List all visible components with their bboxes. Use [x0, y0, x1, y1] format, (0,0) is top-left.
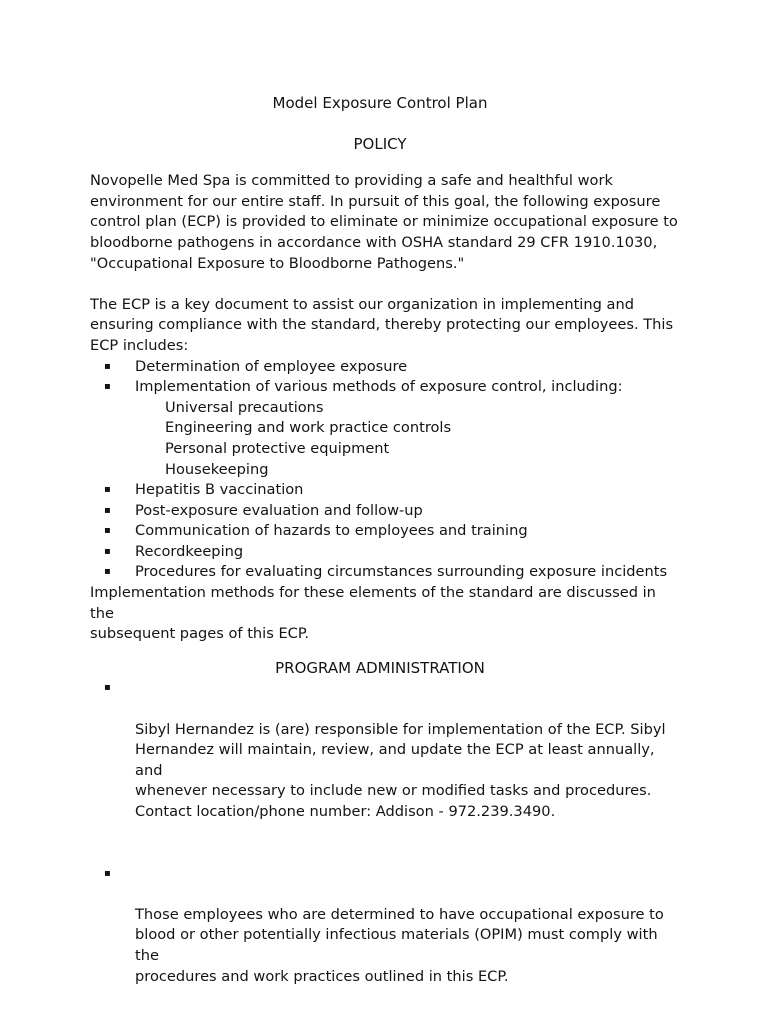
document-content: [90, 93, 680, 987]
ecp-includes-list-continued: [90, 480, 680, 583]
bullet-icon: ▪: [104, 867, 111, 879]
bullet-icon: ▪: [104, 525, 111, 537]
program-administration-list: [90, 678, 680, 987]
list-item-text: Hepatitis B vaccination: [135, 481, 304, 499]
list-item-text: Sibyl Hernandez is (are) responsible for implementation of the ECP. Sibyl Hernandez will maintain, review, and update the ECP at least annually, and whenever necessary to include new or modified tasks and procedures. Contact location/phone number: Addison - 972.239.3490.: [135, 720, 666, 820]
sub-list-item: Housekeeping: [165, 460, 269, 478]
program-administration-heading: PROGRAM ADMINISTRATION: [275, 658, 485, 677]
bullet-icon: ▪: [104, 545, 111, 557]
bullet-icon: ▪: [104, 566, 111, 578]
list-item-text: Those employees who are determined to have occupational exposure to blood or other potentially infectious materials (OPIM) must comply with the procedures and work practices outlined in this ECP.: [135, 905, 664, 985]
list-item: [90, 357, 680, 378]
list-item-text: Procedures for evaluating circumstances surrounding exposure incidents: [135, 563, 668, 581]
list-item-text: Determination of employee exposure: [135, 357, 408, 375]
list-item: [90, 562, 680, 583]
list-item: [90, 501, 680, 522]
list-item: [90, 521, 680, 542]
bullet-icon: ▪: [104, 682, 111, 694]
bullet-icon: ▪: [104, 360, 111, 372]
sub-list-item: Engineering and work practice controls: [165, 419, 452, 437]
policy-heading: POLICY: [353, 134, 407, 153]
list-item: [90, 480, 680, 501]
bullet-icon: ▪: [104, 484, 111, 496]
list-item-text: Communication of hazards to employees and training: [135, 522, 528, 540]
list-item: [90, 864, 680, 988]
list-item-text: Post-exposure evaluation and follow-up: [135, 501, 423, 519]
exposure-control-methods-list: [90, 398, 680, 480]
intro-paragraph: Novopelle Med Spa is committed to providing a safe and healthful work environment for our entire staff. In pursuit of this goal, the following exposure control plan (ECP) is provided to eliminate or minimize occupational exposure to bloodborne pathogens in accordance with OSHA standard 29 CFR 1910.1030, "Occupational Exposure to Bloodborne Pathogens.": [90, 172, 678, 272]
list-item-text: Recordkeeping: [135, 542, 244, 560]
bullet-icon: ▪: [104, 381, 111, 393]
sub-list-item: Personal protective equipment: [165, 439, 390, 457]
list-item: [90, 678, 680, 822]
ecp-includes-list: [90, 357, 680, 398]
document-title: Model Exposure Control Plan: [272, 94, 488, 112]
bullet-icon: ▪: [104, 504, 111, 516]
ecp-paragraph: The ECP is a key document to assist our organization in implementing and ensuring compliance with the standard, thereby protecting our employees. This ECP includes:: [90, 295, 674, 354]
list-item: [90, 542, 680, 563]
sub-list-item: Universal precautions: [165, 398, 324, 416]
list-item: [90, 377, 680, 398]
list-item-text: Implementation of various methods of exposure control, including:: [135, 378, 623, 396]
implementation-paragraph: Implementation methods for these elements of the standard are discussed in the subsequent pages of this ECP.: [90, 584, 656, 643]
